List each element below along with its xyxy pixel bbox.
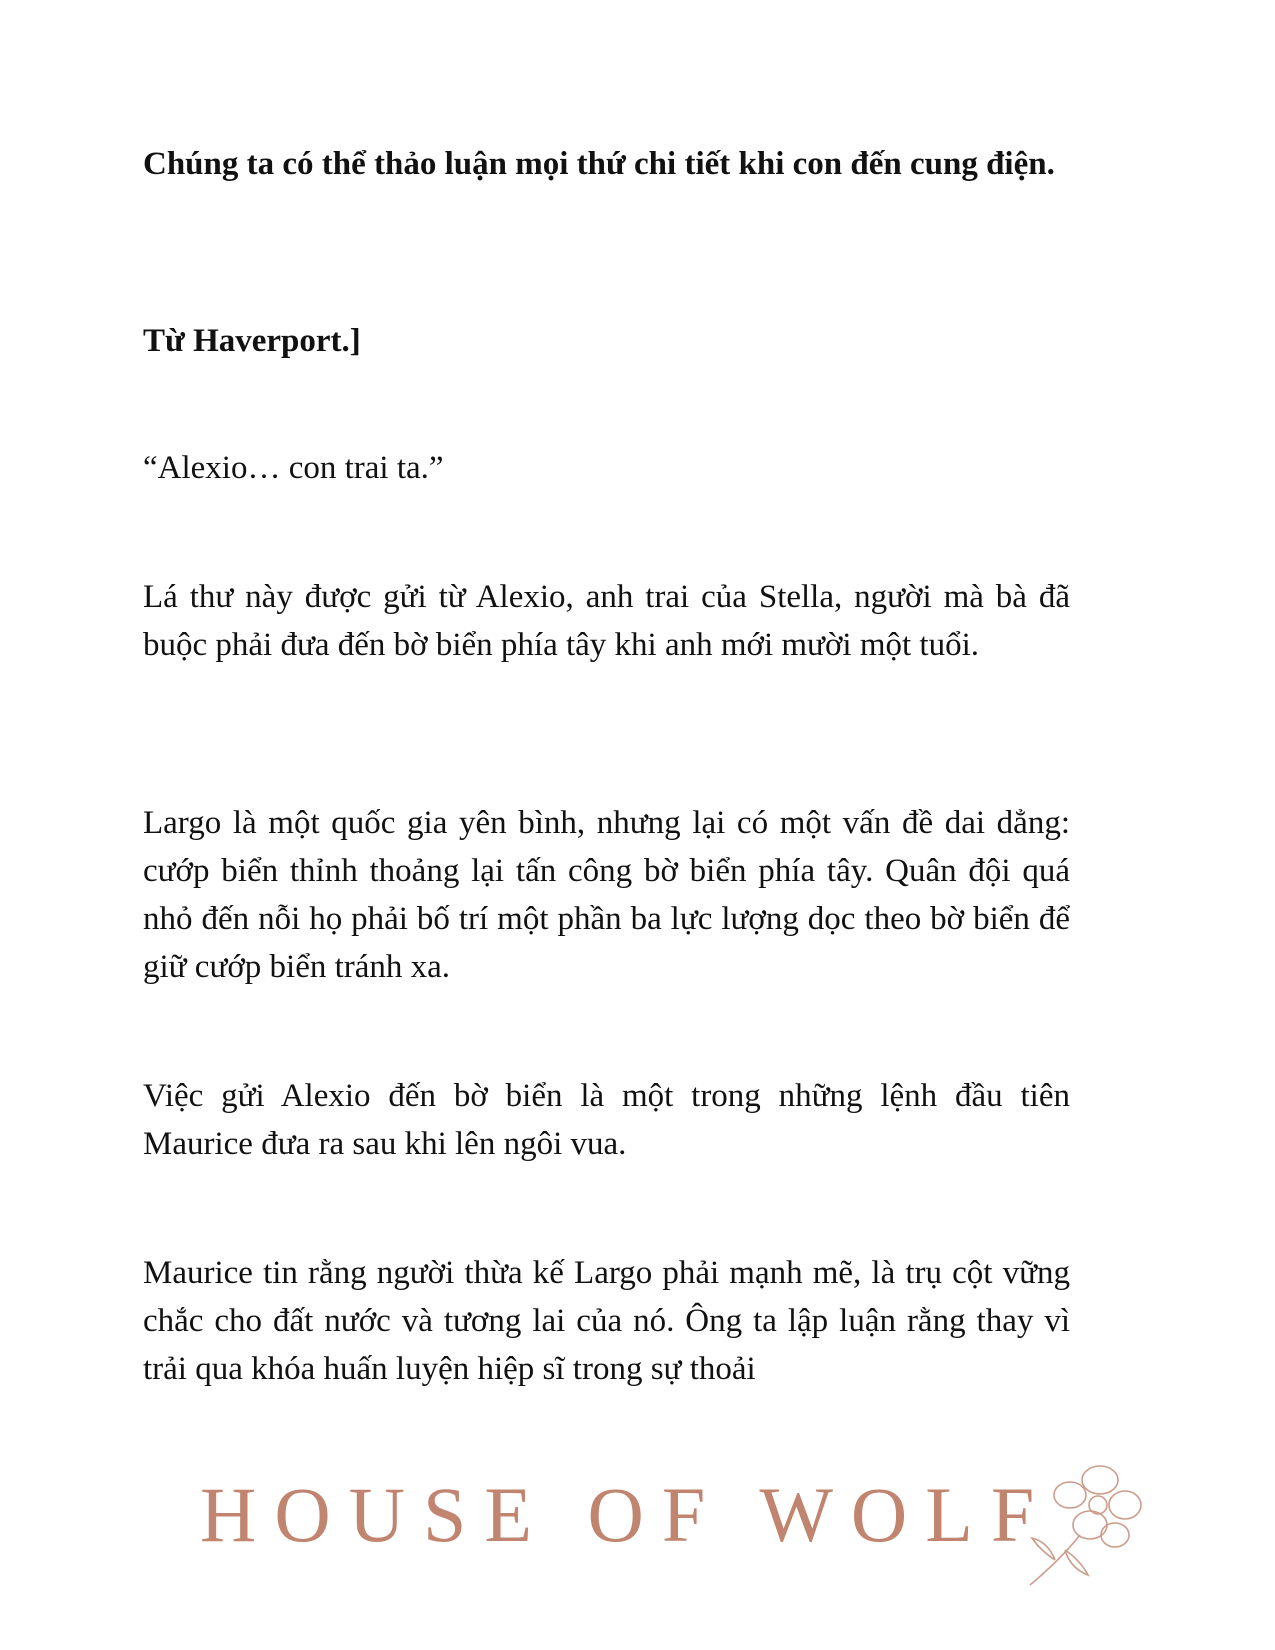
paragraph-3: “Alexio… con trai ta.” — [143, 450, 444, 486]
flower-watermark-icon — [1010, 1450, 1150, 1590]
watermark-text: HOUSE OF WOLF — [200, 1471, 1053, 1558]
paragraph-7: Maurice tin rằng người thừa kế Largo phải mạnh mẽ, là trụ cột vững chắc cho đất nước và tương lai của nó. Ông ta lập luận rằng thay vì trải qua khóa huấn luyện hiệp sĩ trong sự thoải — [143, 1255, 1070, 1387]
paragraph-4: Lá thư này được gửi từ Alexio, anh trai của Stella, người mà bà đã buộc phải đưa đến bờ biển phía tây khi anh mới mười một tuổi. — [143, 579, 1070, 663]
paragraph-1: Chúng ta có thể thảo luận mọi thứ chi tiết khi con đến cung điện. — [143, 146, 1055, 182]
paragraph-5: Largo là một quốc gia yên bình, nhưng lại có một vấn đề dai dẳng: cướp biển thỉnh thoảng lại tấn công bờ biển phía tây. Quân đội quá nhỏ đến nỗi họ phải bố trí một phần ba lực lượng dọc theo bờ biển để giữ cướp biển tránh xa. — [143, 805, 1070, 985]
paragraph-2: Từ Haverport.] — [143, 323, 361, 359]
paragraph-6: Việc gửi Alexio đến bờ biển là một trong những lệnh đầu tiên Maurice đưa ra sau khi lên ngôi vua. — [143, 1078, 1070, 1162]
